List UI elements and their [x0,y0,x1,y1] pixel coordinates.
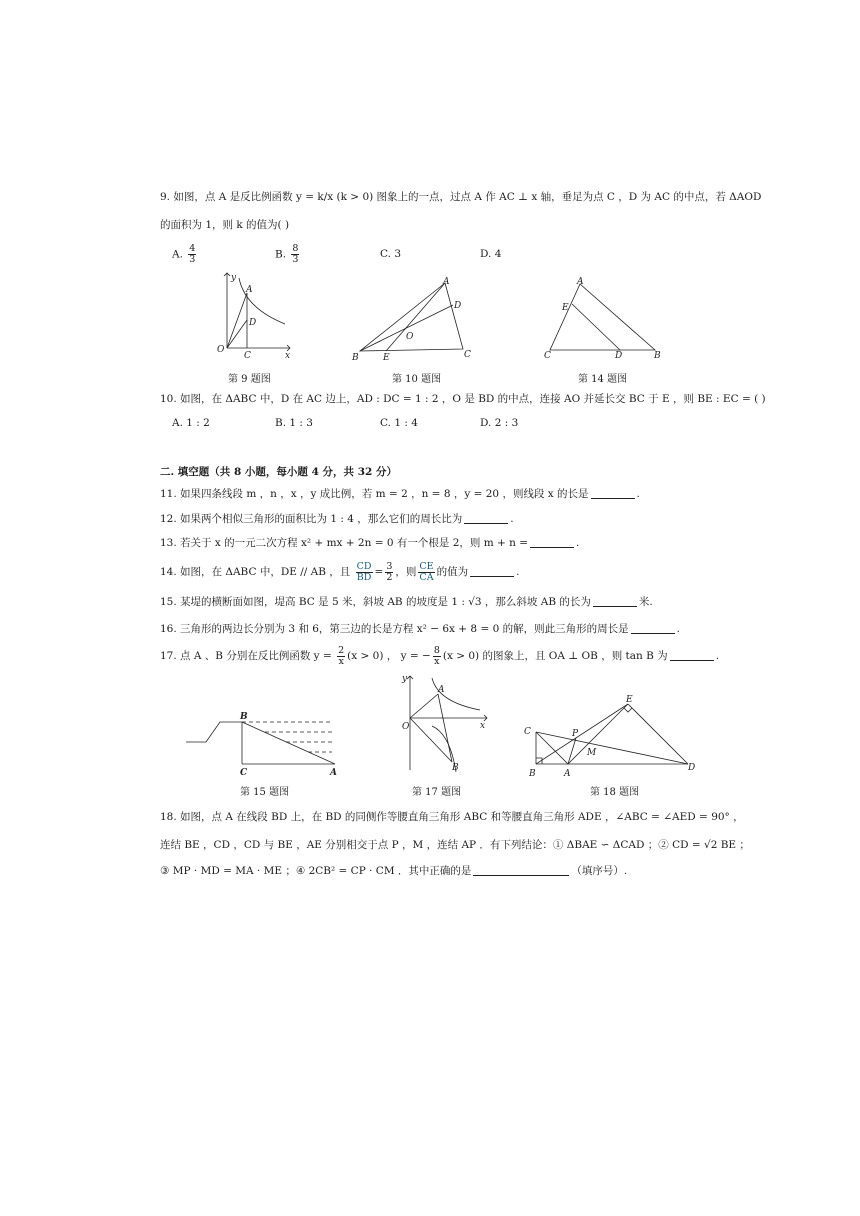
q18-answer-blank[interactable] [473,864,569,876]
fig15-embankment-top [186,722,242,742]
fig9-label-d: D [249,318,257,328]
fig17-label-o: O [402,722,410,732]
fig10-segment-ae [386,283,445,351]
q10-line1: 10. 如图，在 ΔABC 中，D 在 AC 边上，AD : DC = 1 : 2 ，O 是 BD 的中点，连接 AO 并延长交 BC 于 E ，则 BE : EC = ( ) [160,393,766,405]
q9-option-a-fraction: $\frac{4}{3}$ [189,243,196,265]
q17-answer-blank[interactable] [670,649,714,661]
fig15-label-b: B [240,712,248,722]
q9-option-b-fraction: $\frac{8}{3}$ [292,243,299,265]
q9-option-a: A. $\frac{4}{3}$ [172,243,196,265]
section-fill-in-heading: 二. 填空题（共 8 小题，每小题 4 分，共 32 分） [160,466,397,478]
fig17-label-b: B [452,763,459,773]
q10-option-c: C. 1 : 4 [380,417,418,429]
q12-answer-blank[interactable] [464,512,508,524]
fig14-label-c: C [544,351,551,361]
q18-line2: 连结 BE ，CD ，CD 与 BE ，AE 分别相交于点 P ，M ，连结 AP ．有下列结论：① ΔBAE ∽ ΔCAD ；② CD = √2 BE ； [160,839,750,851]
q9-option-b: B. $\frac{8}{3}$ [275,243,299,265]
fig10-segment-bd [360,305,453,351]
q15-answer-blank[interactable] [593,595,637,607]
fig9-label-o: O [217,345,225,355]
fig9-segment-oa [227,293,247,348]
fig10-label-c: C [464,350,471,360]
fig15-label-a: A [330,768,337,778]
fig9-label-x: x [285,351,291,361]
fig18-label-c: C [524,727,531,737]
fig10-label-b: B [352,353,359,363]
fig18-label-b: B [529,769,536,779]
q14-fraction-cd-bd: $\frac{CD}{BD}$ [356,560,372,583]
q10-option-b: B. 1 : 3 [275,417,313,429]
figure-14-caption: 第 14 题图 [578,374,628,385]
fig18-segment-ed [628,704,688,764]
fig14-label-e: E [562,303,569,313]
fig17-label-a: A [438,685,445,695]
fig18-label-d: D [688,763,696,773]
fig18-label-a: A [564,769,571,779]
q9-option-c: C. 3 [380,248,402,260]
figure-10-caption: 第 10 题图 [392,374,442,385]
fig9-label-c: C [244,351,251,361]
q13-line: 13. 若关于 x 的一元二次方程 x² + mx + 2n = 0 有一个根是 2，则 m + n = . [160,537,580,549]
figure-15-diagram [180,708,345,780]
q10-option-d: D. 2 : 3 [480,417,519,429]
fig10-label-d: D [454,301,462,311]
q13-answer-blank[interactable] [530,536,574,548]
fig17-segment-oa [410,694,438,718]
q11-line: 11. 如果四条线段 m ，n ，x ，y 成比例，若 m = 2 ，n = 8 ，y = 20 ，则线段 x 的长是 . [160,488,640,500]
fig9-label-a: A [246,285,253,295]
q14-fraction-3-2: $\frac{3}{2}$ [386,560,393,583]
fig10-label-o: O [406,332,414,342]
fig17-label-y: y [402,674,408,684]
q16-answer-blank[interactable] [631,622,675,634]
q9-option-d: D. 4 [480,248,502,260]
q14-line: 14. 如图，在 ΔABC 中，DE // AB ，且 $\frac{CD}{BD}$ = $\frac{3}{2}$ ，则 $\frac{CE}{CA}$ 的值为 . [160,560,520,583]
fig17-label-x: x [480,721,486,731]
fig15-label-c: C [240,768,248,778]
figure-14-diagram [540,272,670,362]
figure-9-diagram [205,268,300,363]
q17-fraction-2-x: $\frac{2}{x}$ [338,644,345,667]
q12-line: 12. 如果两个相似三角形的面积比为 1 : 4 ，那么它们的周长比为 . [160,513,514,525]
fig14-segment-de [572,304,620,350]
fig14-triangle-abc [550,284,655,350]
figure-18-caption: 第 18 题图 [590,787,640,798]
fig14-label-a: A [577,277,584,287]
fig10-label-a: A [443,277,450,287]
q11-answer-blank[interactable] [591,487,635,499]
q17-line: 17. 点 A 、B 分别在反比例函数 y = $\frac{2}{x}$ (x > 0) ， y = − $\frac{8}{x}$ (x > 0) 的图象上，且 OA ⊥ OB ，则 tan B 为 . [160,644,720,667]
fig10-label-e: E [383,353,390,363]
fig18-segment-be [536,704,628,764]
q16-line: 16. 三角形的两边长分别为 3 和 6，第三边的长是方程 x² − 6x + 8 = 0 的解，则此三角形的周长是 . [160,623,680,635]
q17-fraction-8-x: $\frac{8}{x}$ [433,644,440,667]
fig17-segment-ob [410,718,452,762]
q18-line1: 18. 如图，点 A 在线段 BD 上，在 BD 的同侧作等腰直角三角形 ABC 和等腰直角三角形 ADE ，∠ABC = ∠AED = 90° ， [160,811,744,823]
fig17-segment-ab [438,694,452,762]
fig18-segment-cd [536,732,688,764]
fig18-segment-ca [536,732,568,764]
q9-line2: 的面积为 1，则 k 的值为( ) [160,219,290,231]
figure-9-caption: 第 9 题图 [228,374,271,385]
fig9-segment-od [227,320,247,348]
q15-line: 15. 某堤的横断面如图，堤高 BC 是 5 米，斜坡 AB 的坡度是 1 : √3 ，那么斜坡 AB 的长为 米. [160,596,653,608]
fig14-label-d: D [615,351,623,361]
figure-15-caption: 第 15 题图 [240,787,290,798]
q10-option-a: A. 1 : 2 [172,417,210,429]
q14-fraction-ce-ca: $\frac{CE}{CA}$ [419,560,434,583]
fig18-label-e: E [626,695,633,705]
figure-10-diagram [350,275,480,363]
fig18-label-m: M [587,748,597,758]
fig15-slope-ab [242,722,335,764]
fig18-right-angle-e [624,708,632,712]
figure-18-diagram [520,692,705,780]
fig18-label-p: P [572,729,579,739]
q14-answer-blank[interactable] [470,565,514,577]
fig14-label-b: B [654,351,661,361]
figure-17-caption: 第 17 题图 [412,787,462,798]
q18-line3: ③ MP · MD = MA · ME ；④ 2CB² = CP · CM ．其中正确的是 （填序号）. [160,865,628,877]
figure-17-diagram [392,672,492,777]
fig9-label-y: y [231,273,237,283]
q9-line1: 9. 如图，点 A 是反比例函数 y = k/x (k > 0) 图象上的一点，过点 A 作 AC ⊥ x 轴，垂足为点 C ，D 为 AC 的中点，若 ΔAOD [160,191,762,203]
